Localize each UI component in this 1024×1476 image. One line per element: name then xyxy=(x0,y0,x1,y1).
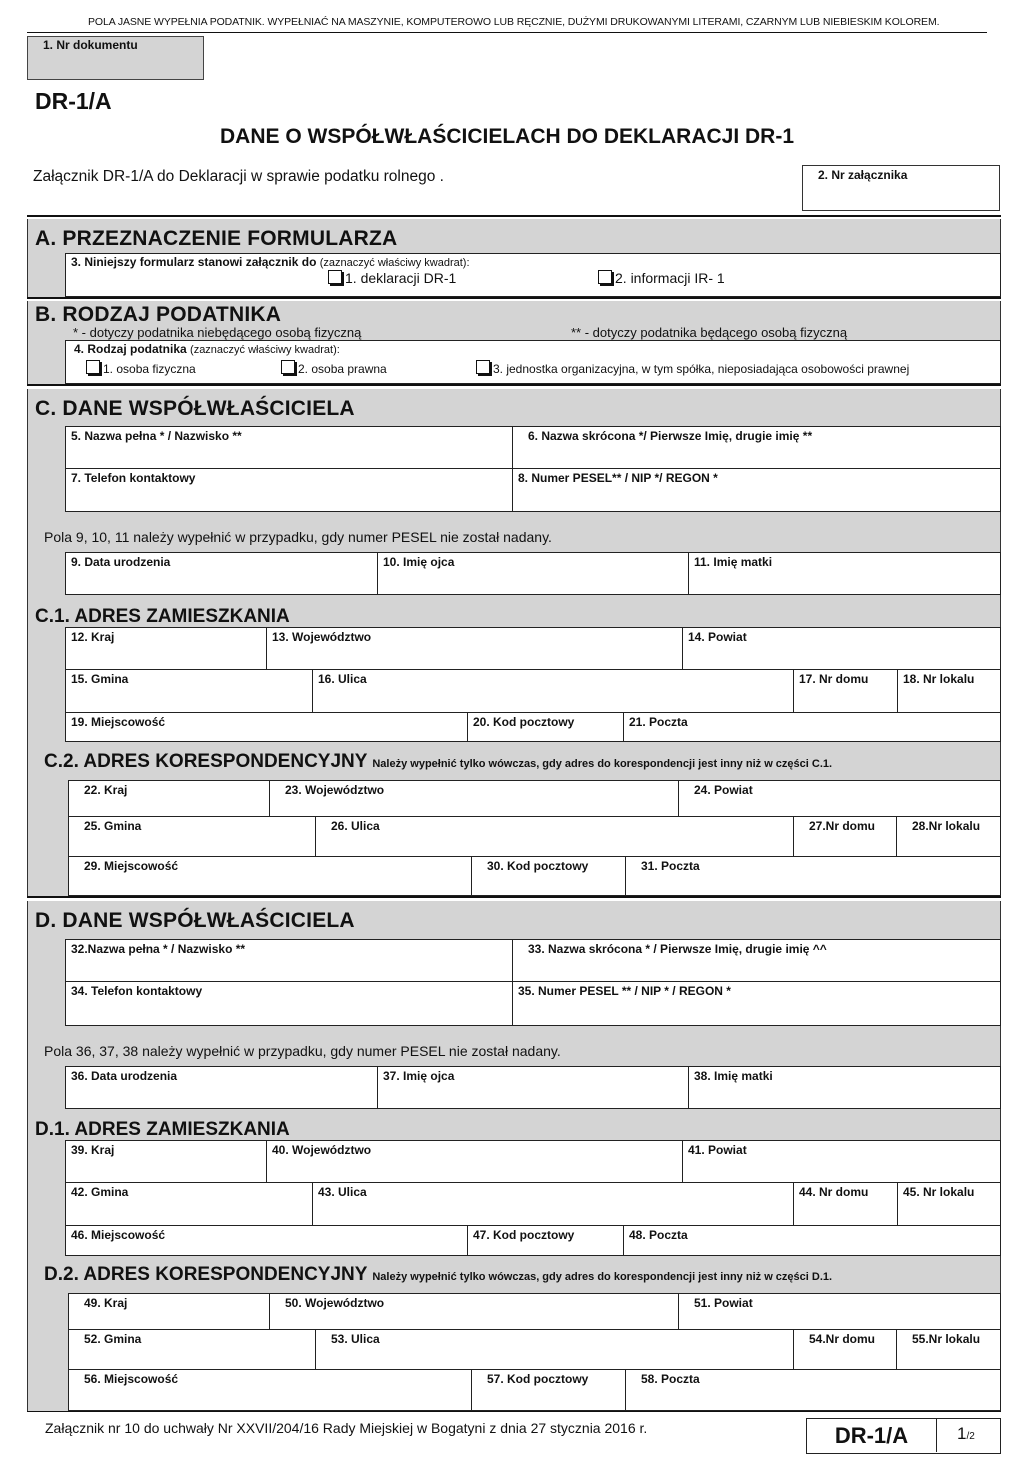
checkbox-icon[interactable] xyxy=(476,360,490,374)
field-9-label: 9. Data urodzenia xyxy=(71,555,171,569)
field-17-label: 17. Nr domu xyxy=(799,672,869,686)
form-code: DR-1/A xyxy=(35,88,112,114)
field-24[interactable] xyxy=(678,780,1001,817)
section-rule xyxy=(27,896,1001,898)
field-30-label: 30. Kod pocztowy xyxy=(487,859,589,873)
option-legal-person-label: 2. osoba prawna xyxy=(298,362,387,376)
field-53-label: 53. Ulica xyxy=(331,1332,380,1346)
field-19[interactable] xyxy=(65,713,467,742)
header-rule xyxy=(27,32,987,33)
field-20[interactable] xyxy=(467,713,623,742)
field-54[interactable] xyxy=(793,1330,896,1370)
field-45-label: 45. Nr lokalu xyxy=(903,1185,975,1199)
field-47[interactable] xyxy=(467,1226,623,1256)
option-organizational-unit-label: 3. jednostka organizacyjna, w tym spółka, nieposiadająca osobowości prawnej xyxy=(493,362,910,376)
option-dr1[interactable] xyxy=(328,270,456,286)
field-25-label: 25. Gmina xyxy=(84,819,142,833)
form-bottom-rule xyxy=(27,1411,1001,1412)
checkbox-icon[interactable] xyxy=(598,270,612,284)
field-38[interactable] xyxy=(688,1066,1001,1109)
option-legal-person[interactable] xyxy=(281,360,387,376)
section-a-title: A. PRZEZNACZENIE FORMULARZA xyxy=(35,227,398,250)
attachment-number-box[interactable] xyxy=(802,165,1000,211)
field-6[interactable] xyxy=(512,426,1001,469)
section-rule xyxy=(27,297,1001,299)
field-8[interactable] xyxy=(512,469,1001,512)
field-39-label: 39. Kraj xyxy=(71,1143,115,1157)
footer-form-box xyxy=(806,1418,1001,1454)
footer-resolution: Załącznik nr 10 do uchwały Nr XXVII/204/16 Rady Miejskiej w Bogatyni z dnia 27 stycznia 2016 r. xyxy=(45,1420,648,1436)
form-top-rule xyxy=(27,215,1001,217)
field-41-label: 41. Powiat xyxy=(688,1143,747,1157)
field-11-label: 11. Imię matki xyxy=(694,555,773,569)
field-50[interactable] xyxy=(269,1293,678,1330)
field-23-label: 23. Województwo xyxy=(285,783,385,797)
option-ir1[interactable] xyxy=(598,270,725,286)
field-51-label: 51. Powiat xyxy=(694,1296,753,1310)
field-58-label: 58. Poczta xyxy=(641,1372,700,1386)
section-b-note-1: * - dotyczy podatnika niebędącego osobą fizyczną xyxy=(73,325,362,340)
field-48[interactable] xyxy=(623,1226,1001,1256)
field-5[interactable] xyxy=(65,426,512,469)
field-38-label: 38. Imię matki xyxy=(694,1069,773,1083)
field-40[interactable] xyxy=(266,1140,682,1183)
field-36[interactable] xyxy=(65,1066,377,1109)
field-7-label: 7. Telefon kontaktowy xyxy=(71,471,196,485)
field-24-label: 24. Powiat xyxy=(694,783,753,797)
field-51[interactable] xyxy=(678,1293,1001,1330)
field-13-label: 13. Województwo xyxy=(272,630,372,644)
field-15-label: 15. Gmina xyxy=(71,672,129,686)
field-19-label: 19. Miejscowość xyxy=(71,715,166,729)
field-54-label: 54.Nr domu xyxy=(809,1332,876,1346)
option-organizational-unit[interactable] xyxy=(476,360,909,376)
checkbox-icon[interactable] xyxy=(328,270,342,284)
doc-number-label: 1. Nr dokumentu xyxy=(43,38,138,52)
section-c2-note: Należy wypełnić tylko wówczas, gdy adres do korespondencji jest inny niż w części C.1. xyxy=(372,758,833,770)
field-35[interactable] xyxy=(512,982,1001,1026)
section-d1-title: D.1. ADRES ZAMIESZKANIA xyxy=(35,1119,290,1140)
field-4-hint: (zaznaczyć właściwy kwadrat): xyxy=(190,344,340,356)
field-10-label: 10. Imię ojca xyxy=(383,555,455,569)
field-32-label: 32.Nazwa pełna * / Nazwisko ** xyxy=(71,942,246,956)
field-12-label: 12. Kraj xyxy=(71,630,115,644)
field-3-label: 3. Niniejszy formularz stanowi załącznik do xyxy=(71,255,317,269)
field-35-label: 35. Numer PESEL ** / NIP * / REGON * xyxy=(518,984,731,998)
field-21[interactable] xyxy=(623,713,1001,742)
checkbox-icon[interactable] xyxy=(86,360,100,374)
field-23[interactable] xyxy=(269,780,678,817)
field-21-label: 21. Poczta xyxy=(629,715,688,729)
field-18-label: 18. Nr lokalu xyxy=(903,672,975,686)
field-29[interactable] xyxy=(68,857,471,896)
field-22[interactable] xyxy=(68,780,269,817)
field-12[interactable] xyxy=(65,627,266,670)
field-27-label: 27.Nr domu xyxy=(809,819,876,833)
section-d-pesel-note: Pola 36, 37, 38 należy wypełnić w przypadku, gdy numer PESEL nie został nadany. xyxy=(44,1043,561,1059)
field-52-label: 52. Gmina xyxy=(84,1332,142,1346)
field-28[interactable] xyxy=(896,817,1001,857)
field-16[interactable] xyxy=(312,670,793,713)
field-50-label: 50. Województwo xyxy=(285,1296,385,1310)
field-43[interactable] xyxy=(312,1183,793,1226)
field-3-hint: (zaznaczyć właściwy kwadrat): xyxy=(319,257,470,269)
field-42-label: 42. Gmina xyxy=(71,1185,129,1199)
field-26[interactable] xyxy=(315,817,793,857)
field-34[interactable] xyxy=(65,982,512,1026)
section-c-pesel-note: Pola 9, 10, 11 należy wypełnić w przypadku, gdy numer PESEL nie został nadany. xyxy=(44,529,552,545)
field-15[interactable] xyxy=(65,670,312,713)
field-29-label: 29. Miejscowość xyxy=(84,859,179,873)
field-27[interactable] xyxy=(793,817,896,857)
field-55[interactable] xyxy=(896,1330,1001,1370)
field-22-label: 22. Kraj xyxy=(84,783,128,797)
field-42[interactable] xyxy=(65,1183,312,1226)
field-18[interactable] xyxy=(897,670,1001,713)
field-46-label: 46. Miejscowość xyxy=(71,1228,166,1242)
option-dr1-label: 1. deklaracji DR-1 xyxy=(345,270,457,286)
field-46[interactable] xyxy=(65,1226,467,1256)
section-rule xyxy=(27,384,1001,386)
field-13[interactable] xyxy=(266,627,682,670)
field-56-label: 56. Miejscowość xyxy=(84,1372,179,1386)
header-instruction: POLA JASNE WYPEŁNIA PODATNIK. WYPEŁNIAĆ NA MASZYNIE, KOMPUTEROWO LUB RĘCZNIE, DUŻYMI DRUKOWANYMI LITERAMI, CZARNYM LUB NIEBIESKIM KOLOREM. xyxy=(88,16,940,28)
field-37[interactable] xyxy=(377,1066,688,1109)
field-4-label: 4. Rodzaj podatnika xyxy=(74,342,187,356)
section-c-title: C. DANE WSPÓŁWŁAŚCICIELA xyxy=(35,397,355,420)
field-53[interactable] xyxy=(315,1330,793,1370)
section-b-note-2: ** - dotyczy podatnika będącego osobą fizyczną xyxy=(571,325,848,340)
section-c2-title xyxy=(44,751,832,773)
section-d2-heading: D.2. ADRES KORESPONDENCYJNY xyxy=(44,1264,368,1285)
field-44[interactable] xyxy=(793,1183,897,1226)
field-11[interactable] xyxy=(688,552,1001,595)
field-28-label: 28.Nr lokalu xyxy=(912,819,981,833)
field-6-label: 6. Nazwa skrócona */ Pierwsze Imię, drugie imię ** xyxy=(528,429,813,443)
field-16-label: 16. Ulica xyxy=(318,672,367,686)
field-14-label: 14. Powiat xyxy=(688,630,747,644)
field-31-label: 31. Poczta xyxy=(641,859,700,873)
section-b-title: B. RODZAJ PODATNIKA xyxy=(35,303,282,326)
attachment-number-label: 2. Nr załącznika xyxy=(818,168,908,182)
field-58[interactable] xyxy=(625,1370,1001,1411)
doc-number-box[interactable] xyxy=(27,36,204,80)
field-48-label: 48. Poczta xyxy=(629,1228,688,1242)
field-37-label: 37. Imię ojca xyxy=(383,1069,455,1083)
field-36-label: 36. Data urodzenia xyxy=(71,1069,178,1083)
option-ir1-label: 2. informacji IR- 1 xyxy=(615,270,725,286)
field-3-purpose xyxy=(65,253,1001,297)
field-26-label: 26. Ulica xyxy=(331,819,380,833)
field-49[interactable] xyxy=(68,1293,269,1330)
field-10[interactable] xyxy=(377,552,688,595)
field-45[interactable] xyxy=(897,1183,1001,1226)
checkbox-icon[interactable] xyxy=(281,360,295,374)
field-40-label: 40. Województwo xyxy=(272,1143,372,1157)
section-d2-title xyxy=(44,1264,832,1286)
footer-page-number xyxy=(957,1424,975,1444)
field-57-label: 57. Kod pocztowy xyxy=(487,1372,589,1386)
field-49-label: 49. Kraj xyxy=(84,1296,128,1310)
field-43-label: 43. Ulica xyxy=(318,1185,367,1199)
footer-page-total: /2 xyxy=(966,1431,975,1442)
field-44-label: 44. Nr domu xyxy=(799,1185,869,1199)
page-title: DANE O WSPÓŁWŁAŚCICIELACH DO DEKLARACJI DR-1 xyxy=(220,125,795,148)
field-14[interactable] xyxy=(682,627,1001,670)
option-natural-person-label: 1. osoba fizyczna xyxy=(103,362,196,376)
option-natural-person[interactable] xyxy=(86,360,196,376)
attachment-subtitle: Załącznik DR-1/A do Deklaracji w sprawie podatku rolnego . xyxy=(33,168,444,185)
section-d-title: D. DANE WSPÓŁWŁAŚCICIELA xyxy=(35,909,355,932)
field-34-label: 34. Telefon kontaktowy xyxy=(71,984,203,998)
section-d2-note: Należy wypełnić tylko wówczas, gdy adres do korespondencji jest inny niż w części D.1. xyxy=(372,1271,833,1283)
field-33-label: 33. Nazwa skrócona * / Pierwsze Imię, drugie imię ^^ xyxy=(528,942,827,956)
field-17[interactable] xyxy=(793,670,897,713)
field-57[interactable] xyxy=(471,1370,625,1411)
field-4-taxpayer-type xyxy=(65,340,1001,384)
field-41[interactable] xyxy=(682,1140,1001,1183)
field-5-label: 5. Nazwa pełna * / Nazwisko ** xyxy=(71,429,242,443)
field-20-label: 20. Kod pocztowy xyxy=(473,715,575,729)
field-39[interactable] xyxy=(65,1140,266,1183)
field-25[interactable] xyxy=(68,817,315,857)
field-30[interactable] xyxy=(471,857,625,896)
field-31[interactable] xyxy=(625,857,1001,896)
footer-form-code: DR-1/A xyxy=(807,1419,937,1452)
field-8-label: 8. Numer PESEL** / NIP */ REGON * xyxy=(518,471,718,485)
field-52[interactable] xyxy=(68,1330,315,1370)
field-32[interactable] xyxy=(65,939,512,982)
footer-page: 1 xyxy=(957,1424,967,1443)
field-33[interactable] xyxy=(512,939,1001,982)
field-9[interactable] xyxy=(65,552,377,595)
field-47-label: 47. Kod pocztowy xyxy=(473,1228,575,1242)
field-7[interactable] xyxy=(65,469,512,512)
section-c1-title: C.1. ADRES ZAMIESZKANIA xyxy=(35,606,290,627)
section-c2-heading: C.2. ADRES KORESPONDENCYJNY xyxy=(44,751,368,772)
field-56[interactable] xyxy=(68,1370,471,1411)
field-55-label: 55.Nr lokalu xyxy=(912,1332,981,1346)
